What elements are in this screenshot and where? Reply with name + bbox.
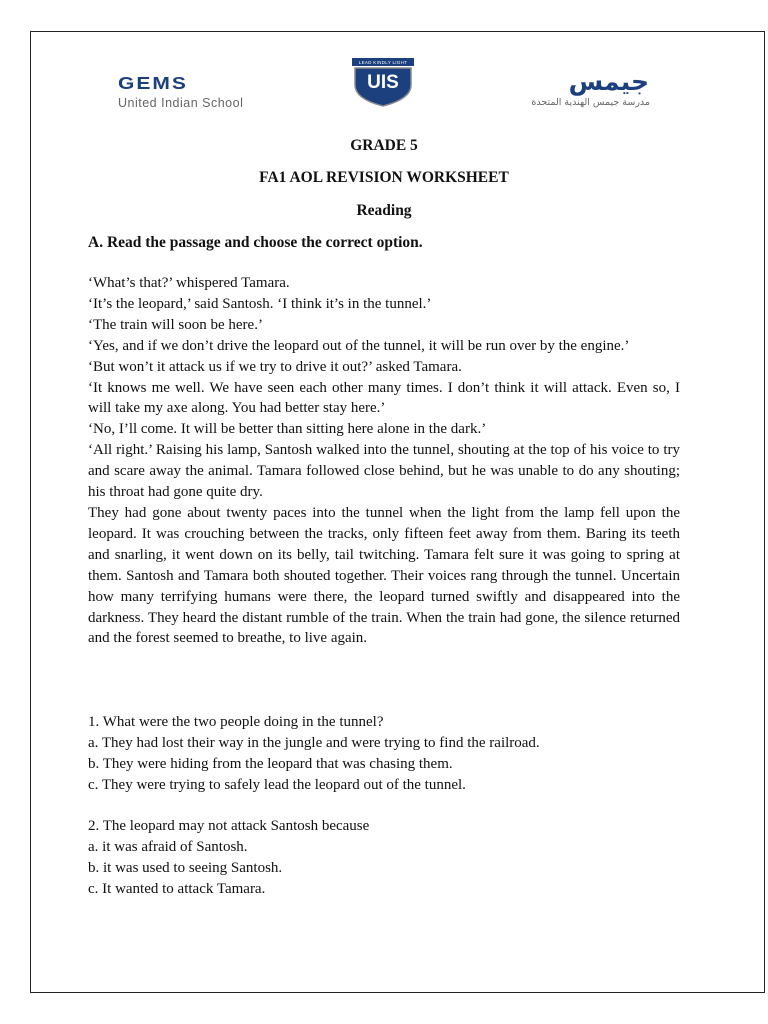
answer-option: b. it was used to seeing Santosh.: [88, 859, 283, 876]
instruction-heading: A. Read the passage and choose the correct option.: [88, 234, 423, 251]
answer-option: b. They were hiding from the leopard that was chasing them.: [88, 755, 453, 772]
passage-line: ‘But won’t it attack us if we try to drive it out?’ asked Tamara.: [88, 358, 462, 375]
passage-line: ‘It knows me well. We have seen each other many times. I don’t think it will attack. Even so, I will take my axe along. You had better stay here.’: [88, 379, 680, 417]
uis-shield-text: UIS: [367, 72, 399, 93]
answer-option: a. it was afraid of Santosh.: [88, 838, 248, 855]
uis-shield-logo: [349, 57, 417, 107]
question-text: 1. What were the two people doing in the tunnel?: [88, 714, 384, 730]
arabic-logo-word: جيمس: [568, 67, 649, 96]
gems-logo: [118, 73, 244, 110]
gems-logo-word: GEMS: [118, 73, 188, 93]
question-2: [88, 816, 680, 900]
worksheet-title: FA1 AOL REVISION WORKSHEET: [259, 169, 509, 186]
passage-line: ‘Yes, and if we don’t drive the leopard out of the tunnel, it will be run over by the engine.’: [88, 337, 630, 354]
reading-passage: [88, 273, 680, 649]
passage-line: ‘It’s the leopard,’ said Santosh. ‘I think it’s in the tunnel.’: [88, 295, 432, 312]
answer-option: c. It wanted to attack Tamara.: [88, 880, 266, 897]
passage-paragraph: They had gone about twenty paces into the tunnel when the light from the lamp fell upon the leopard. It was crouching between the tracks, only fifteen feet away from them. Baring its teeth and snarling, it went down on its belly, tail twitching. Tamara felt sure it was going to spring at them. Santosh and Tamara both shouted together. Their voices rang through the tunnel. Uncertain how many terrifying humans were there, the leopard turned swiftly and disappeared into the darkness. They heard the distant rumble of the train. When the train had gone, the silence returned and the forest seemed to breathe, to live again.: [88, 504, 680, 647]
passage-line: ‘What’s that?’ whispered Tamara.: [88, 275, 290, 291]
gems-logo-subtitle: United Indian School: [118, 96, 244, 110]
uis-shield-icon: [349, 57, 417, 107]
question-1: [88, 712, 680, 796]
passage-paragraph: ‘All right.’ Raising his lamp, Santosh walked into the tunnel, shouting at the top of his voice to try and scare away the animal. Tamara followed close behind, but he was unable to do any shouting; his throat had gone quite dry.: [88, 442, 680, 501]
gems-arabic-logo: [488, 67, 654, 109]
section-title: Reading: [356, 202, 412, 219]
answer-option: a. They had lost their way in the jungle and were trying to find the railroad.: [88, 734, 540, 751]
uis-banner-text: LEAD KINDLY LIGHT: [358, 60, 408, 65]
passage-line: ‘The train will soon be here.’: [88, 316, 263, 333]
answer-option: c. They were trying to safely lead the leopard out of the tunnel.: [88, 776, 466, 793]
question-text: 2. The leopard may not attack Santosh because: [88, 818, 370, 834]
arabic-logo-subtitle: مدرسة جيمس الهندية المتحدة: [531, 97, 650, 108]
passage-line: ‘No, I’ll come. It will be better than sitting here alone in the dark.’: [88, 421, 487, 438]
grade-title: GRADE 5: [350, 137, 418, 154]
